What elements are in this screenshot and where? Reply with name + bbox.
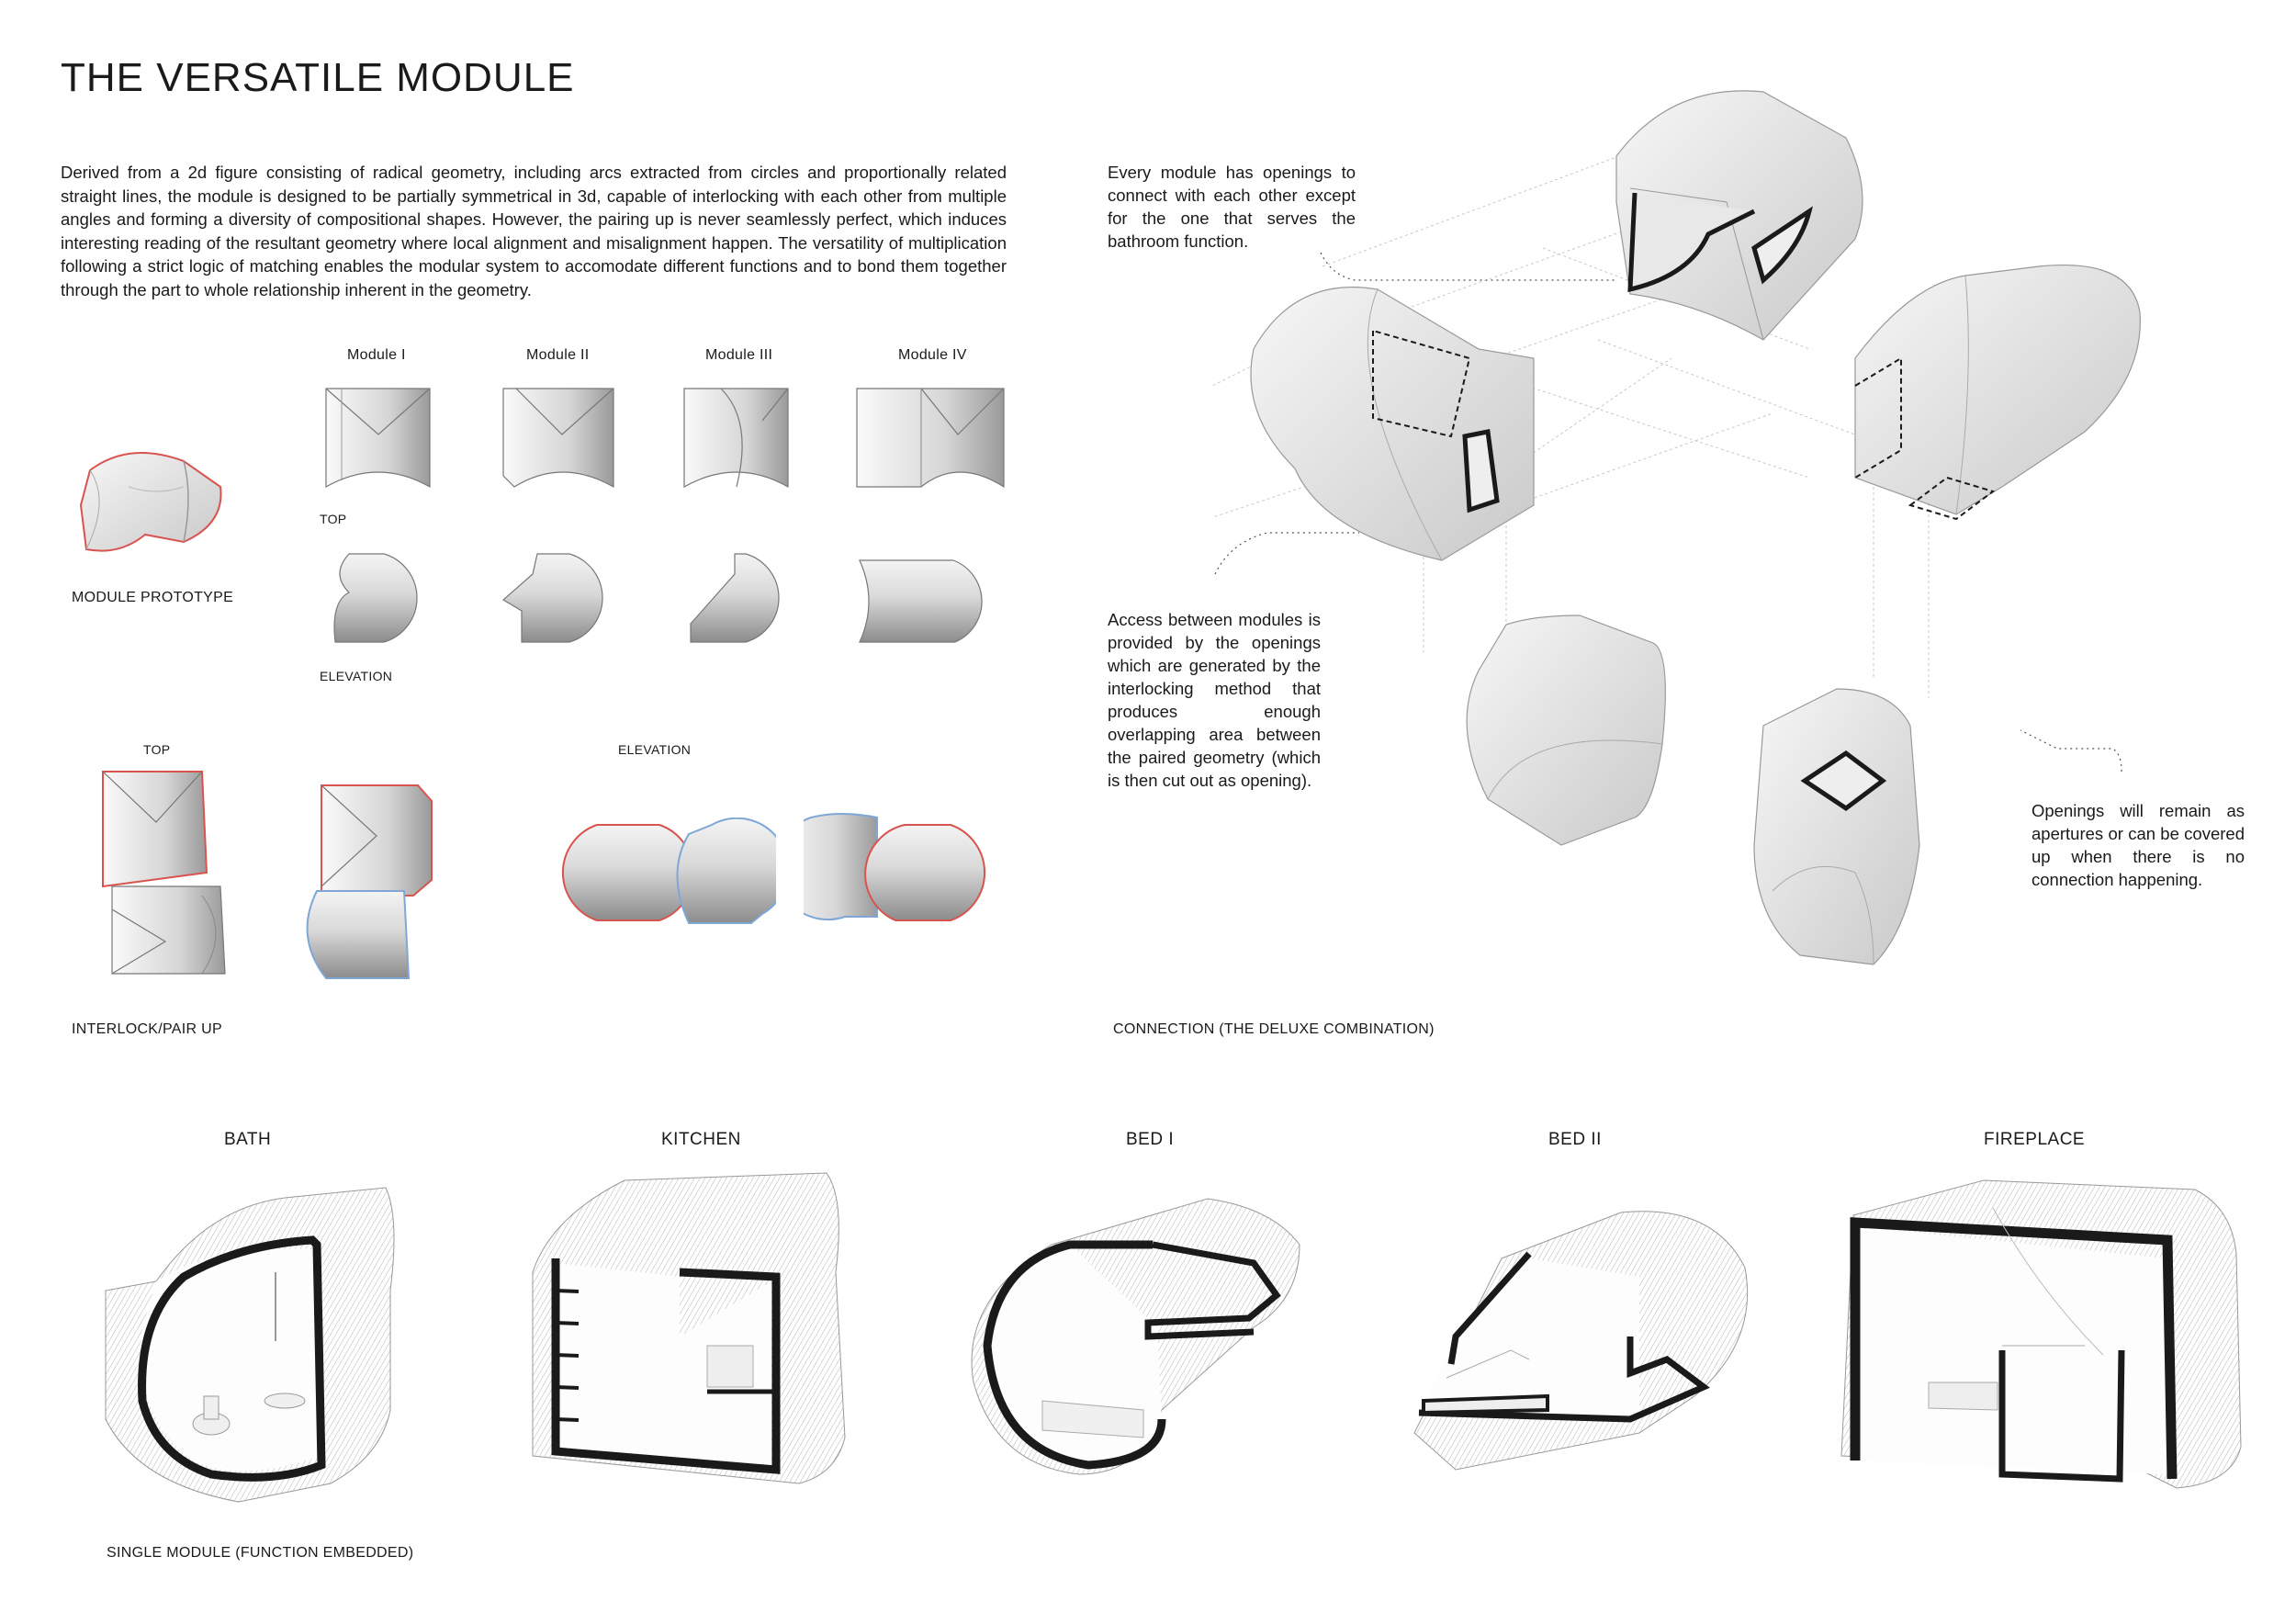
connection-caption: CONNECTION (THE DELUXE COMBINATION)	[1113, 1021, 1435, 1037]
page-title: THE VERSATILE MODULE	[61, 55, 575, 100]
note-openings: Every module has openings to connect with each other except for the one that serves the bathroom function.	[1108, 163, 1356, 251]
module-prototype-label: MODULE PROTOTYPE	[72, 590, 234, 605]
function-label-bed-ii: BED II	[1548, 1130, 1602, 1149]
kitchen-module-figure	[523, 1162, 854, 1493]
module-iv-elevation	[852, 547, 1013, 648]
interlock-elevation-pair-b	[804, 808, 1010, 928]
module-iii-label: Module III	[705, 347, 773, 363]
module-i-elevation	[321, 547, 441, 648]
module-prototype-figure	[73, 432, 230, 565]
functions-caption: SINGLE MODULE (FUNCTION EMBEDDED)	[107, 1545, 414, 1561]
module-ii-label: Module II	[526, 347, 590, 363]
function-label-bath: BATH	[224, 1130, 272, 1149]
modules-top-label: TOP	[320, 512, 347, 526]
module-i-top-view	[321, 384, 436, 494]
interlock-elevation-label: ELEVATION	[618, 742, 692, 757]
bed-i-module-figure	[960, 1190, 1309, 1479]
intro-paragraph: Derived from a 2d figure consisting of radical geometry, including arcs extracted from circles and proportionally related straight lines, the module is designed to be partially symmetrical in 3d, capable of interlocking with each other from multiple angles and forming a diversity of compositional shapes. However, the pairing up is never seamlessly perfect, which induces interesting reading of the resultant geometry where local alignment and misalignment happen. The versatility of multiplication following a strict logic of matching enables the modular system to accomodate different functions and to bond them together through the part to whole relationship inherent in the geometry.	[61, 163, 1007, 299]
module-iv-top-view	[852, 384, 1008, 494]
note-access: Access between modules is provided by the openings which are generated by the interlocking method that produces enough overlapping area between the paired geometry (which is then cut out as opening).	[1108, 610, 1321, 790]
module-iv-label: Module IV	[898, 347, 967, 363]
interlock-top-label: TOP	[143, 742, 171, 757]
module-ii-elevation	[496, 547, 620, 648]
interlock-elevation-pair-a	[551, 818, 776, 932]
module-i-label: Module I	[347, 347, 406, 363]
module-ii-top-view	[496, 384, 620, 494]
note-apertures: Openings will remain as apertures or can be covered up when there is no connection happening.	[2032, 801, 2245, 889]
fireplace-module-figure	[1828, 1171, 2250, 1497]
bed-ii-module-figure	[1401, 1203, 1759, 1479]
module-iii-elevation	[680, 547, 799, 648]
bath-module-figure	[101, 1180, 413, 1506]
function-label-kitchen: KITCHEN	[661, 1130, 741, 1149]
modules-elevation-label: ELEVATION	[320, 669, 393, 683]
module-iii-top-view	[680, 384, 794, 494]
interlock-top-offset	[289, 781, 450, 987]
function-label-bed-i: BED I	[1126, 1130, 1175, 1149]
interlock-top-stacked	[92, 767, 234, 987]
function-label-fireplace: FIREPLACE	[1984, 1130, 2086, 1149]
interlock-caption: INTERLOCK/PAIR UP	[72, 1021, 222, 1037]
connection-exploded-axonometric	[1212, 83, 2158, 983]
